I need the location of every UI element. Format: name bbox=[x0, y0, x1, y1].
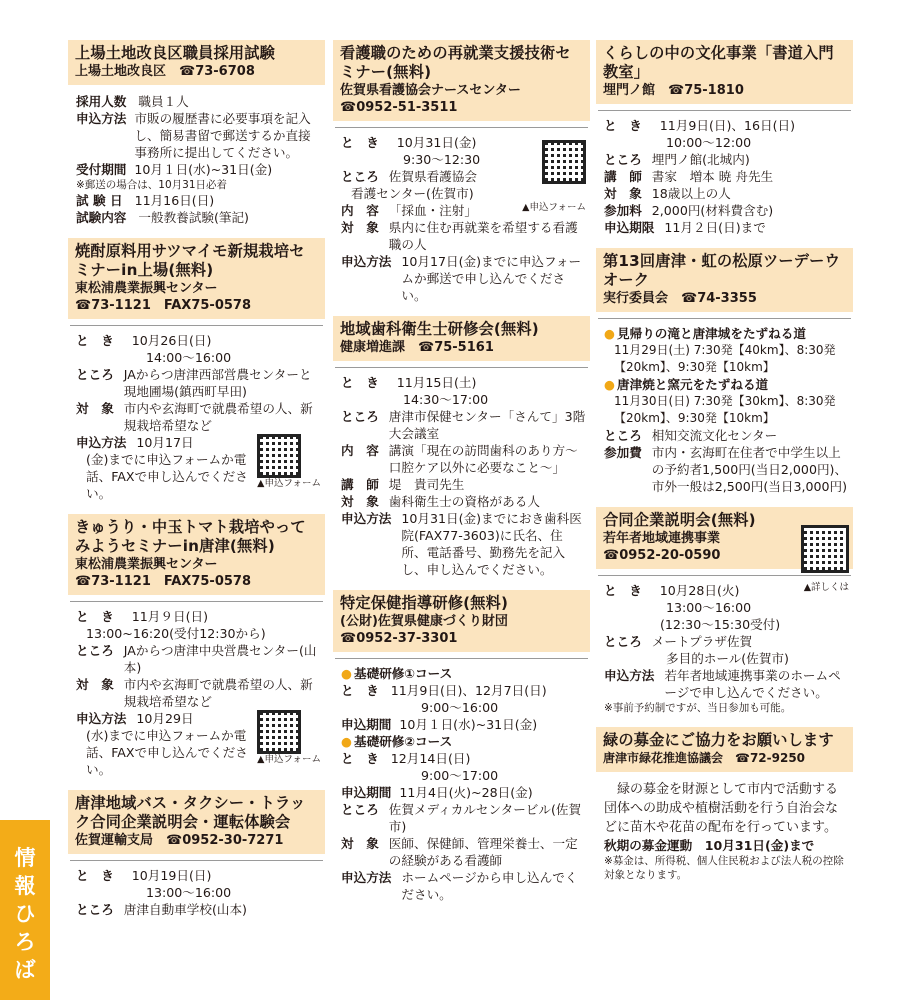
notice-body bbox=[333, 134, 590, 304]
label: 申込期限 bbox=[604, 220, 655, 235]
notice-bus-taxi-fair bbox=[68, 790, 325, 918]
value: 看護センター(佐賀市) bbox=[351, 186, 474, 201]
notice-phone: ☎0952-20-0590 bbox=[603, 548, 721, 563]
notice-body bbox=[68, 332, 325, 502]
notice-contact: 佐賀運輸支局 ☎0952-30-7271 bbox=[75, 833, 284, 848]
qr-block bbox=[542, 140, 586, 184]
qr-block bbox=[257, 434, 321, 490]
value: 13:00~16:20(受付12:30から) bbox=[86, 626, 266, 641]
divider bbox=[598, 110, 851, 111]
qr-caption: ▲申込フォーム bbox=[257, 754, 321, 765]
label: 申込方法 bbox=[76, 111, 127, 126]
value: 12月14日(日) bbox=[390, 751, 471, 766]
notice-title: 上場土地改良区職員採用試験 bbox=[75, 44, 276, 62]
notice-health-guidance-training bbox=[333, 590, 590, 903]
notice-header bbox=[333, 316, 590, 361]
value: 11月２日(日)まで bbox=[664, 220, 766, 235]
label: 対 象 bbox=[604, 186, 642, 201]
notice-header bbox=[68, 514, 325, 595]
label: 内 容 bbox=[341, 443, 379, 458]
value: 18歳以上の人 bbox=[651, 186, 731, 201]
value: 10月１日(水)~31日(金) bbox=[134, 162, 273, 177]
label: と き bbox=[341, 135, 379, 150]
notice-job-fair bbox=[596, 507, 853, 715]
value: 10:00～12:00 bbox=[666, 135, 752, 150]
notice-contact: 上場土地改良区 ☎73-6708 bbox=[75, 64, 255, 79]
value: 10月１日(水)~31日(金) bbox=[399, 717, 538, 732]
notice-header bbox=[596, 507, 853, 569]
notice-header bbox=[68, 790, 325, 854]
notice-organizer: 東松浦農業振興センター bbox=[75, 281, 218, 296]
notice-contact: 実行委員会 ☎74-3355 bbox=[603, 291, 757, 306]
label: 講 師 bbox=[604, 169, 642, 184]
notice-title: 看護職のための再就業支援技術セミナー(無料) bbox=[340, 44, 571, 81]
value: 堤 貴司先生 bbox=[388, 477, 465, 492]
notice-phone: ☎0952-51-3511 bbox=[340, 100, 458, 115]
value: JAからつ唐津西部営農センターと現地圃場(鎮西町早田) bbox=[123, 367, 312, 399]
qr-code-icon[interactable] bbox=[542, 140, 586, 184]
notice-organizer: (公財)佐賀県健康づくり財団 bbox=[340, 614, 508, 629]
qr-caption: ▲申込フォーム bbox=[257, 478, 321, 489]
value: 唐津自動車学校(山本) bbox=[123, 902, 247, 917]
value: 2,000円(材料費含む) bbox=[651, 203, 774, 218]
label: 申込方法 bbox=[604, 668, 655, 683]
course-heading: ● 基礎研修②コース bbox=[341, 733, 586, 750]
label: ところ bbox=[76, 902, 114, 917]
value: 唐津市保健センター「さんて」3階 大会議室 bbox=[388, 409, 598, 441]
value: 13:00～16:00 bbox=[146, 885, 232, 900]
label: ところ bbox=[76, 367, 114, 382]
notice-phone: ☎0952-37-3301 bbox=[340, 631, 458, 646]
value: 13:00～16:00 bbox=[666, 600, 752, 615]
value: JAからつ唐津中央営農センター(山本) bbox=[123, 643, 317, 675]
divider bbox=[598, 575, 851, 576]
notice-body bbox=[596, 582, 853, 715]
qr-code-icon[interactable] bbox=[257, 434, 301, 478]
value: 10月19日(日) bbox=[131, 868, 212, 883]
campaign-period: 秋期の募金運動 10月31日(金)まで bbox=[604, 838, 815, 853]
section-tab-char: ば bbox=[14, 958, 36, 982]
label: 講 師 bbox=[341, 477, 379, 492]
value: 11月9日(日)、16日(日) bbox=[659, 118, 796, 133]
notice-staff-recruitment bbox=[68, 40, 325, 226]
value: 「採血・注射」 bbox=[388, 203, 477, 218]
note: ※事前予約制ですが、当日参加も可能。 bbox=[604, 702, 792, 714]
section-tab-char: ひ bbox=[14, 902, 36, 926]
notice-header bbox=[596, 727, 853, 772]
course-heading: ● 基礎研修①コース bbox=[341, 665, 586, 682]
notice-body bbox=[68, 85, 325, 226]
value: 市内や玄海町で就農希望の人、新規栽培希望など bbox=[123, 401, 313, 433]
value: 埋門ノ館(北城内) bbox=[651, 152, 750, 167]
notice-header bbox=[596, 40, 853, 104]
value: (水)までに申込フォームか電話、FAXで申し込んでください。 bbox=[86, 728, 248, 777]
label: と き bbox=[76, 868, 114, 883]
label: と き bbox=[341, 683, 379, 698]
notice-title: 合同企業説明会(無料) bbox=[603, 511, 756, 529]
value: メートプラザ佐賀 bbox=[651, 634, 753, 649]
column-2 bbox=[333, 40, 598, 915]
label: 対 象 bbox=[341, 494, 379, 509]
value: 職員１人 bbox=[138, 94, 189, 109]
section-tab-char: ろ bbox=[14, 930, 36, 954]
notice-two-day-walk bbox=[596, 248, 853, 495]
notice-body bbox=[68, 608, 325, 778]
value: 10月31日(金)までにおき歯科医院(FAX77-3603)に氏名、住所、電話番号、勤務先を記入し、申し込んでください。 bbox=[401, 511, 582, 577]
notice-phone: ☎73-1121 FAX75-0578 bbox=[75, 298, 252, 313]
label: 申込方法 bbox=[76, 711, 127, 726]
value: 10月29日 bbox=[136, 711, 194, 726]
value: 11月15日(土) bbox=[396, 375, 477, 390]
notice-body bbox=[333, 665, 590, 903]
notice-title: 地域歯科衛生士研修会(無料) bbox=[340, 320, 539, 338]
value: 10月17日(金)までに申込フォームか郵送で申し込んでください。 bbox=[401, 254, 582, 303]
notice-body bbox=[333, 374, 598, 578]
value: 歯科衛生士の資格がある人 bbox=[388, 494, 540, 509]
label: 受付期間 bbox=[76, 162, 127, 177]
divider bbox=[335, 127, 588, 128]
notice-dental-training bbox=[333, 316, 598, 578]
label: と き bbox=[341, 751, 379, 766]
label: 採用人数 bbox=[76, 94, 127, 109]
label: 申込方法 bbox=[76, 435, 127, 450]
label: 申込方法 bbox=[341, 511, 392, 526]
notice-green-fund bbox=[596, 727, 853, 882]
notice-body bbox=[596, 325, 853, 495]
notice-title: 唐津地域バス・タクシー・トラック合同企業説明会・運転体験会 bbox=[75, 794, 306, 831]
notice-calligraphy-class bbox=[596, 40, 853, 236]
value: 11月16日(日) bbox=[134, 193, 215, 208]
value: 10月28日(火) bbox=[659, 583, 740, 598]
label: と き bbox=[341, 375, 379, 390]
label: ところ bbox=[76, 643, 114, 658]
notice-title: 緑の募金にご協力をお願いします bbox=[603, 731, 834, 749]
value: 市内・玄海町在住者で中学生以上の予約者1,500円(当日2,000円)、市外一般は2,500円(当日3,000円) bbox=[651, 445, 848, 494]
divider bbox=[70, 860, 323, 861]
notice-title: 焼酎原料用サツマイモ新規栽培セミナーin上場(無料) bbox=[75, 242, 305, 279]
divider bbox=[598, 318, 851, 319]
notice-title: くらしの中の文化事業「書道入門教室」 bbox=[603, 44, 834, 81]
notice-contact: 埋門ノ館 ☎75-1810 bbox=[603, 83, 744, 98]
value: 14:00～16:00 bbox=[146, 350, 232, 365]
value: 医師、保健師、管理栄養士、一定の経験がある看護師 bbox=[388, 836, 578, 868]
column-3 bbox=[596, 40, 853, 894]
notice-header bbox=[333, 40, 590, 121]
label: 申込期間 bbox=[341, 785, 392, 800]
qr-code-icon[interactable] bbox=[257, 710, 301, 754]
notice-phone: ☎73-1121 FAX75-0578 bbox=[75, 574, 252, 589]
course-times: 11月29日(土) 7:30発【40km】、8:30発【20km】、9:30発【10km】 bbox=[614, 343, 836, 374]
label: 参加費 bbox=[604, 445, 642, 460]
notice-header bbox=[68, 40, 325, 85]
label: 申込方法 bbox=[341, 870, 392, 885]
value: (金)までに申込フォームか電話、FAXで申し込んでください。 bbox=[86, 452, 248, 501]
value: 相知交流文化センター bbox=[651, 428, 778, 443]
course-heading: ● 見帰りの滝と唐津城をたずねる道 bbox=[604, 325, 849, 342]
notice-title: 第13回唐津・虹の松原ツーデーウオーク bbox=[603, 252, 840, 289]
value: 市内や玄海町で就農希望の人、新規栽培希望など bbox=[123, 677, 313, 709]
value: 市販の履歴書に必要事項を記入し、簡易書留で郵送するか直接事務所に提出してください。 bbox=[134, 111, 311, 160]
label: ところ bbox=[341, 169, 379, 184]
notice-body bbox=[596, 772, 853, 882]
notice-contact: 唐津市緑花推進協議会 ☎72-9250 bbox=[603, 751, 806, 765]
value: 10月17日 bbox=[136, 435, 194, 450]
value: 9:00～17:00 bbox=[421, 768, 499, 783]
value: 県内に住む再就業を希望する看護職の人 bbox=[388, 220, 578, 252]
label: 試験内容 bbox=[76, 210, 127, 225]
notice-title: 特定保健指導研修(無料) bbox=[340, 594, 509, 612]
label: と き bbox=[76, 609, 114, 624]
column-1 bbox=[68, 40, 325, 930]
divider bbox=[335, 658, 588, 659]
label: 参加料 bbox=[604, 203, 642, 218]
note: ※募金は、所得税、個人住民税および法人税の控除対象となります。 bbox=[604, 855, 844, 881]
value: 佐賀メディカルセンタービル(佐賀市) bbox=[388, 802, 582, 834]
value: 多目的ホール(佐賀市) bbox=[666, 651, 789, 666]
notice-header bbox=[596, 248, 853, 312]
notice-header bbox=[333, 590, 590, 652]
course-heading: ● 唐津焼と窯元をたずねる道 bbox=[604, 376, 849, 393]
value: 9:30～12:30 bbox=[403, 152, 481, 167]
value: 14:30～17:00 bbox=[403, 392, 489, 407]
label: ところ bbox=[341, 409, 379, 424]
value: (12:30～15:30受付) bbox=[660, 617, 781, 632]
notice-title: きゅうり・中玉トマト栽培やってみようセミナーin唐津(無料) bbox=[75, 518, 306, 555]
notice-contact: 健康増進課 ☎75-5161 bbox=[340, 340, 494, 355]
label: ところ bbox=[604, 428, 642, 443]
notice-tomato-seminar bbox=[68, 514, 325, 778]
value: 10月26日(日) bbox=[131, 333, 212, 348]
notice-organizer: 若年者地域連携事業 bbox=[603, 531, 721, 546]
section-tab-char: 報 bbox=[14, 874, 36, 898]
value: 一般教養試験(筆記) bbox=[138, 210, 249, 225]
notice-sweet-potato-seminar bbox=[68, 238, 325, 502]
label: 対 象 bbox=[341, 836, 379, 851]
qr-caption: ▲申込フォーム bbox=[522, 202, 586, 213]
value: 佐賀県看護協会 bbox=[388, 169, 477, 184]
notice-body bbox=[596, 117, 853, 236]
label: ところ bbox=[604, 152, 642, 167]
label: 対 象 bbox=[76, 401, 114, 416]
value: 10月31日(金) bbox=[396, 135, 477, 150]
notice-organizer: 東松浦農業振興センター bbox=[75, 557, 218, 572]
course-times: 11月30日(日) 7:30発【30km】、8:30発【20km】、9:30発【10km】 bbox=[614, 394, 836, 425]
qr-code-icon[interactable] bbox=[801, 525, 849, 573]
value: 9:00～16:00 bbox=[421, 700, 499, 715]
label: 対 象 bbox=[76, 677, 114, 692]
section-tab bbox=[0, 820, 50, 1000]
qr-caption: ▲詳しくは bbox=[803, 582, 849, 593]
label: と き bbox=[604, 118, 642, 133]
notice-body bbox=[68, 867, 325, 918]
value: 11月9日(日)、12月7日(日) bbox=[390, 683, 547, 698]
value: 11月９日(日) bbox=[131, 609, 209, 624]
label: 内 容 bbox=[341, 203, 379, 218]
value: 11月4日(火)~28日(金) bbox=[399, 785, 533, 800]
notice-header bbox=[68, 238, 325, 319]
label: 申込方法 bbox=[341, 254, 392, 269]
value: 若年者地域連携事業のホームページで申し込んでください。 bbox=[664, 668, 841, 700]
description: 緑の募金を財源として市内で活動する団体への助成や植樹活動を行う自治会などに苗木や花苗の配布を行っています。 bbox=[604, 782, 839, 835]
note: ※郵送の場合は、10月31日必着 bbox=[76, 179, 228, 191]
value: ホームページから申し込んでください。 bbox=[401, 870, 578, 902]
value: 書家 増本 暁 舟先生 bbox=[651, 169, 774, 184]
divider bbox=[70, 325, 323, 326]
label: と き bbox=[604, 583, 642, 598]
notice-nurse-seminar bbox=[333, 40, 590, 304]
label: ところ bbox=[341, 802, 379, 817]
notice-organizer: 佐賀県看護協会ナースセンター bbox=[340, 83, 521, 98]
label: 試 験 日 bbox=[76, 193, 123, 208]
label: ところ bbox=[604, 634, 642, 649]
divider bbox=[70, 601, 323, 602]
value: 講演「現在の訪問歯科のあり方～口腔ケア以外に必要なこと～」 bbox=[388, 443, 578, 475]
label: 申込期間 bbox=[341, 717, 392, 732]
qr-block bbox=[257, 710, 321, 766]
label: 対 象 bbox=[341, 220, 379, 235]
divider bbox=[335, 367, 588, 368]
section-tab-char: 情 bbox=[14, 846, 36, 870]
label: と き bbox=[76, 333, 114, 348]
